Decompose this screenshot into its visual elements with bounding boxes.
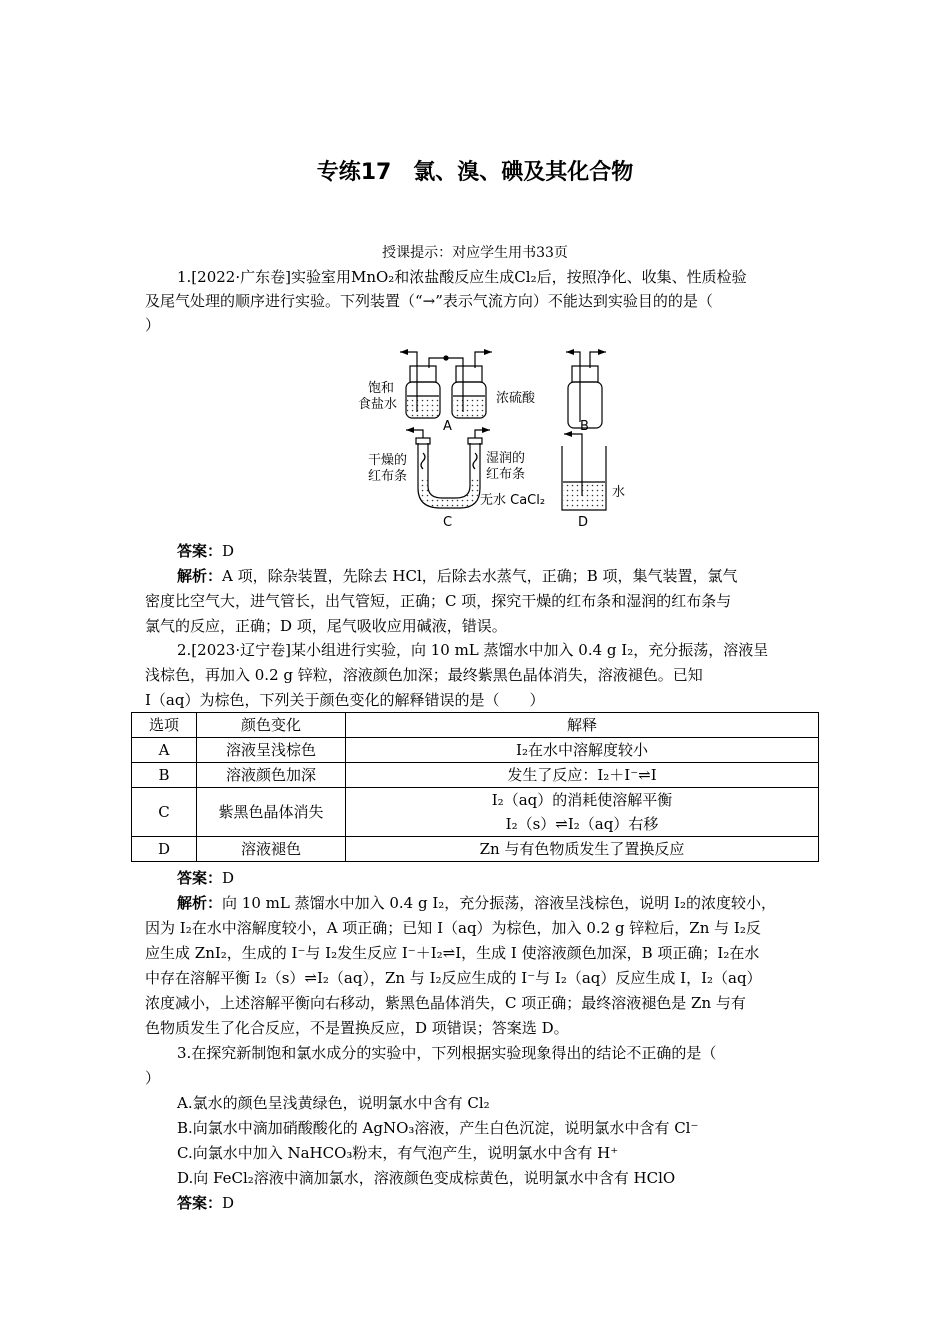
q1-stem-line3: ） (145, 316, 161, 334)
q2-stem-line2: 浅棕色，再加入 0.2 g 锌粒，溶液颜色加深；最终紫黑色晶体消失，溶液褪色。已知 (145, 666, 703, 684)
table-cell: A (132, 738, 197, 763)
answer-label: 答案： (177, 869, 223, 887)
table-cell: D (132, 837, 197, 862)
table-header: 解释 (346, 713, 819, 738)
q1-stem-line2: 及尾气处理的顺序进行实验。下列装置（“→”表示气流方向）不能达到实验目的的是（ (145, 292, 713, 310)
answer-label: 答案： (177, 1194, 223, 1212)
label-c-right1: 湿润的 (486, 451, 526, 466)
analysis-label: 解析： (177, 567, 223, 585)
caption-b: B (580, 419, 589, 434)
q1-answer (177, 539, 820, 563)
table-cell-line: I₂（s）⇌I₂（aq）右移 (505, 815, 659, 833)
caption-c: C (443, 515, 453, 530)
label-c-right2: 红布条 (486, 467, 526, 482)
page-hint: 授课提示：对应学生用书33页 (382, 245, 568, 261)
analysis-label: 解析： (177, 894, 223, 912)
apparatus-b (566, 352, 606, 428)
q2-analysis-line2: 因为 I₂在水中溶解度较小，A 项正确；已知 I（aq）为棕色，加入 0.2 g 锌粒后，Zn 与 I₂反 (145, 919, 761, 937)
q1-apparatus-figure (350, 338, 650, 538)
table-cell: 紫黑色晶体消失 (197, 788, 346, 837)
analysis-text: A 项，除杂装置，先除去 HCl，后除去水蒸气，正确；B 项，集气装置，氯气 (222, 567, 738, 585)
table-cell: 溶液呈浅棕色 (197, 738, 346, 763)
analysis-text: 向 10 mL 蒸馏水中加入 0.4 g I₂，充分振荡，溶液呈浅棕色，说明 I₂的浓度较小， (222, 894, 777, 912)
q3-option-b: B.向氯水中滴加硝酸酸化的 AgNO₃溶液，产生白色沉淀，说明氯水中含有 Cl⁻ (177, 1119, 699, 1137)
table-header: 颜色变化 (197, 713, 346, 738)
table-cell: I₂在水中溶解度较小 (346, 738, 819, 763)
label-c-left2: 红布条 (368, 469, 408, 484)
table-header-row (132, 713, 819, 738)
q3-option-a: A.氯水的颜色呈浅黄绿色，说明氯水中含有 Cl₂ (177, 1094, 490, 1112)
q2-analysis-line1 (177, 891, 820, 915)
q1-analysis-line2: 密度比空气大，进气管长，出气管短，正确；C 项，探究干燥的红布条和湿润的红布条与 (145, 592, 732, 610)
table-header: 选项 (132, 713, 197, 738)
q2-answer (177, 866, 820, 890)
page-title: 专练17 氯、溴、碘及其化合物 (316, 160, 634, 185)
label-d: 水 (612, 485, 626, 500)
q2-analysis-line4: 中存在溶解平衡 I₂（s）⇌I₂（aq），Zn 与 I₂反应生成的 I⁻与 I₂（aq）反应生成 I，I₂（aq） (145, 969, 762, 987)
table-row (132, 788, 819, 837)
apparatus-a (400, 352, 492, 418)
table-cell: 发生了反应：I₂＋I⁻⇌I (346, 763, 819, 788)
q3-stem-line1: 3.在探究新制饱和氯水成分的实验中，下列根据实验现象得出的结论不正确的是（ (177, 1044, 717, 1062)
label-c-bottom: 无水 CaCl₂ (480, 493, 546, 508)
q3-answer (177, 1191, 820, 1215)
answer-value: D (222, 869, 235, 887)
q2-analysis-line3: 应生成 ZnI₂，生成的 I⁻与 I₂发生反应 I⁻＋I₂⇌I，生成 I 使溶液颜色加深，B 项正确；I₂在水 (145, 944, 760, 962)
table-cell: 溶液颜色加深 (197, 763, 346, 788)
table-row (132, 763, 819, 788)
q1-analysis-line3: 氯气的反应，正确；D 项，尾气吸收应用碱液，错误。 (145, 617, 507, 635)
table-cell: C (132, 788, 197, 837)
q2-stem-line1: 2.[2023·辽宁卷]某小组进行实验，向 10 mL 蒸馏水中加入 0.4 g I₂，充分振荡，溶液呈 (177, 641, 769, 659)
caption-d: D (578, 515, 589, 530)
table-cell: B (132, 763, 197, 788)
table-cell: 溶液褪色 (197, 837, 346, 862)
table-cell-line: I₂（aq）的消耗使溶解平衡 (491, 791, 673, 809)
table-row (132, 837, 819, 862)
q2-options-table (131, 712, 819, 862)
apparatus-d (562, 434, 606, 510)
q3-option-c: C.向氯水中加入 NaHCO₃粉末，有气泡产生，说明氯水中含有 H⁺ (177, 1144, 619, 1162)
label-c-left1: 干燥的 (368, 453, 408, 468)
q3-option-d: D.向 FeCl₂溶液中滴加氯水，溶液颜色变成棕黄色，说明氯水中含有 HClO (177, 1169, 676, 1187)
q1-analysis-line1 (177, 564, 820, 588)
apparatus-c (406, 430, 490, 508)
q2-analysis-line5: 浓度减小，上述溶解平衡向右移动，紫黑色晶体消失，C 项正确；最终溶液褪色是 Zn 与有 (145, 994, 746, 1012)
caption-a: A (443, 419, 452, 434)
label-a-left2: 食盐水 (358, 397, 398, 412)
answer-label: 答案： (177, 542, 223, 560)
table-cell (346, 788, 819, 837)
answer-value: D (222, 542, 235, 560)
table-row (132, 738, 819, 763)
table-cell: Zn 与有色物质发生了置换反应 (346, 837, 819, 862)
q2-stem-line3: I（aq）为棕色，下列关于颜色变化的解释错误的是（ ） (145, 691, 545, 709)
q2-analysis-line6: 色物质发生了化合反应，不是置换反应，D 项错误；答案选 D。 (145, 1019, 569, 1037)
label-a-right: 浓硫酸 (496, 391, 536, 406)
answer-value: D (222, 1194, 235, 1212)
q1-stem-line1: 1.[2022·广东卷]实验室用MnO₂和浓盐酸反应生成Cl₂后，按照净化、收集、性质检验 (177, 268, 747, 286)
label-a-left1: 饱和 (368, 381, 395, 396)
q3-stem-line2: ） (145, 1069, 161, 1087)
